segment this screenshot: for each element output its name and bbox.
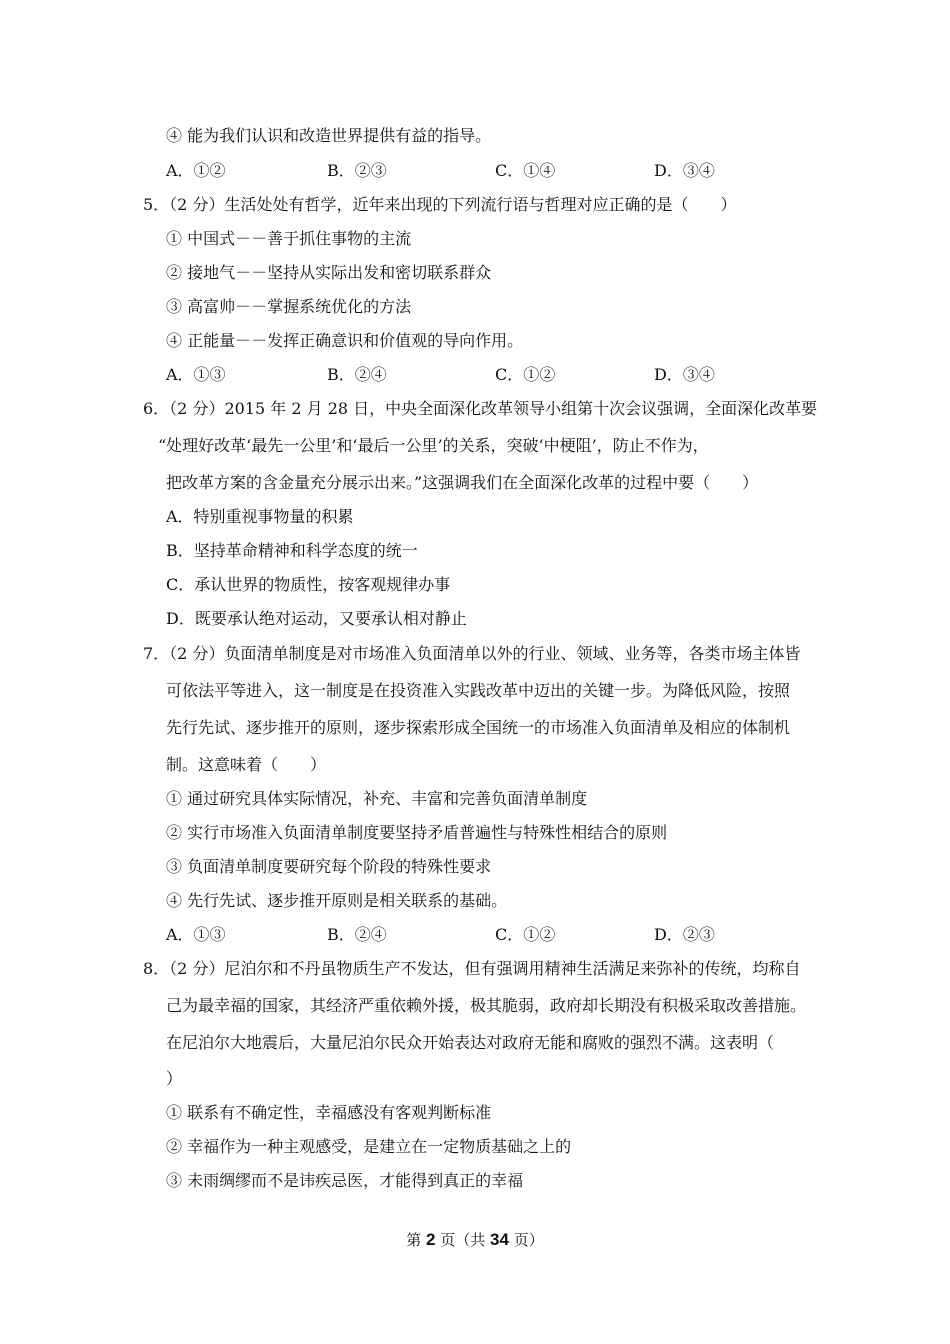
footer-middle: 页（共 [435, 1231, 491, 1249]
q6-stem-line-1: 6．（2 分）2015 年 2 月 28 日，中央全面深化改革领导小组第十次会议强调，全面深化改革要 [143, 399, 818, 418]
footer-prefix: 第 [406, 1231, 427, 1249]
q4-choices [166, 161, 806, 181]
q4-item-4: ④ 能为我们认识和改造世界提供有益的指导。 [166, 126, 492, 145]
q6-option-c: C．承认世界的物质性，按客观规律办事 [166, 575, 451, 594]
q7-stem-line-1: 7．（2 分）负面清单制度是对市场准入负面清单以外的行业、领域、业务等，各类市场主体皆 [143, 644, 801, 663]
q7-choices [166, 925, 806, 945]
q6-stem-line-3: 把改革方案的含金量充分展示出来。”这强调我们在全面深化改革的过程中要（ ） [166, 473, 759, 492]
q5-item-3: ③ 高富帅－－掌握系统优化的方法 [166, 297, 412, 316]
q7-stem-line-4: 制。这意味着（ ） [166, 755, 327, 774]
q7-item-2: ② 实行市场准入负面清单制度要坚持矛盾普遍性与特殊性相结合的原则 [166, 823, 668, 842]
q4-choice-a: A．①② [166, 161, 226, 180]
q8-item-2: ② 幸福作为一种主观感受，是建立在一定物质基础之上的 [166, 1137, 572, 1156]
q7-choice-d: D．②③ [654, 925, 715, 944]
footer-total-pages: 34 [490, 1230, 509, 1249]
q8-stem-line-3: 在尼泊尔大地震后，大量尼泊尔民众开始表达对政府无能和腐败的强烈不满。这表明（ [166, 1033, 775, 1052]
q8-stem-line-4: ） [166, 1069, 183, 1088]
q8-item-1: ① 联系有不确定性，幸福感没有客观判断标准 [166, 1103, 492, 1122]
q5-item-2: ② 接地气－－坚持从实际出发和密切联系群众 [166, 263, 492, 282]
q5-choice-b: B．②④ [327, 365, 387, 384]
q7-stem-line-2: 可依法平等进入，这一制度是在投资准入实践改革中迈出的关键一步。为降低风险，按照 [166, 681, 791, 700]
q5-choice-c: C．①② [495, 365, 556, 384]
q8-stem-line-2: 己为最幸福的国家，其经济严重依赖外援，极其脆弱，政府却长期没有积极采取改善措施。 [166, 996, 807, 1015]
q8-item-3: ③ 未雨绸缪而不是讳疾忌医，才能得到真正的幸福 [166, 1171, 524, 1190]
q5-choices [166, 365, 806, 385]
q5-choice-a: A．①③ [166, 365, 226, 384]
q6-option-b: B．坚持革命精神和科学态度的统一 [166, 541, 418, 560]
q4-choice-c: C．①④ [495, 161, 556, 180]
footer-suffix: 页） [508, 1231, 544, 1249]
q7-item-3: ③ 负面清单制度要研究每个阶段的特殊性要求 [166, 857, 492, 876]
q6-option-d: D．既要承认绝对运动，又要承认相对静止 [166, 609, 467, 628]
q5-choice-d: D．③④ [654, 365, 715, 384]
footer-page-number: 2 [426, 1230, 436, 1249]
q7-item-1: ① 通过研究具体实际情况，补充、丰富和完善负面清单制度 [166, 789, 588, 808]
q7-stem-line-3: 先行先试、逐步推开的原则，逐步探索形成全国统一的市场准入负面清单及相应的体制机 [166, 718, 791, 737]
q5-item-4: ④ 正能量－－发挥正确意识和价值观的导向作用。 [166, 331, 524, 350]
q6-stem-line-2: “处理好改革‘最先一公里’和‘最后一公里’的关系，突破‘中梗阻’，防止不作为， [158, 436, 709, 455]
q4-choice-d: D．③④ [654, 161, 715, 180]
q7-choice-a: A．①③ [166, 925, 226, 944]
q7-choice-c: C．①② [495, 925, 556, 944]
q7-choice-b: B．②④ [327, 925, 387, 944]
q5-stem: 5．（2 分）生活处处有哲学，近年来出现的下列流行语与哲理对应正确的是（ ） [143, 195, 737, 214]
q7-item-4: ④ 先行先试、逐步推开原则是相关联系的基础。 [166, 891, 508, 910]
q6-option-a: A．特别重视事物量的积累 [166, 507, 354, 526]
q4-choice-b: B．②③ [327, 161, 387, 180]
q8-stem-line-1: 8．（2 分）尼泊尔和不丹虽物质生产不发达，但有强调用精神生活满足来弥补的传统，均称自 [143, 959, 801, 978]
page-footer [0, 1230, 950, 1250]
q5-item-1: ① 中国式－－善于抓住事物的主流 [166, 229, 412, 248]
